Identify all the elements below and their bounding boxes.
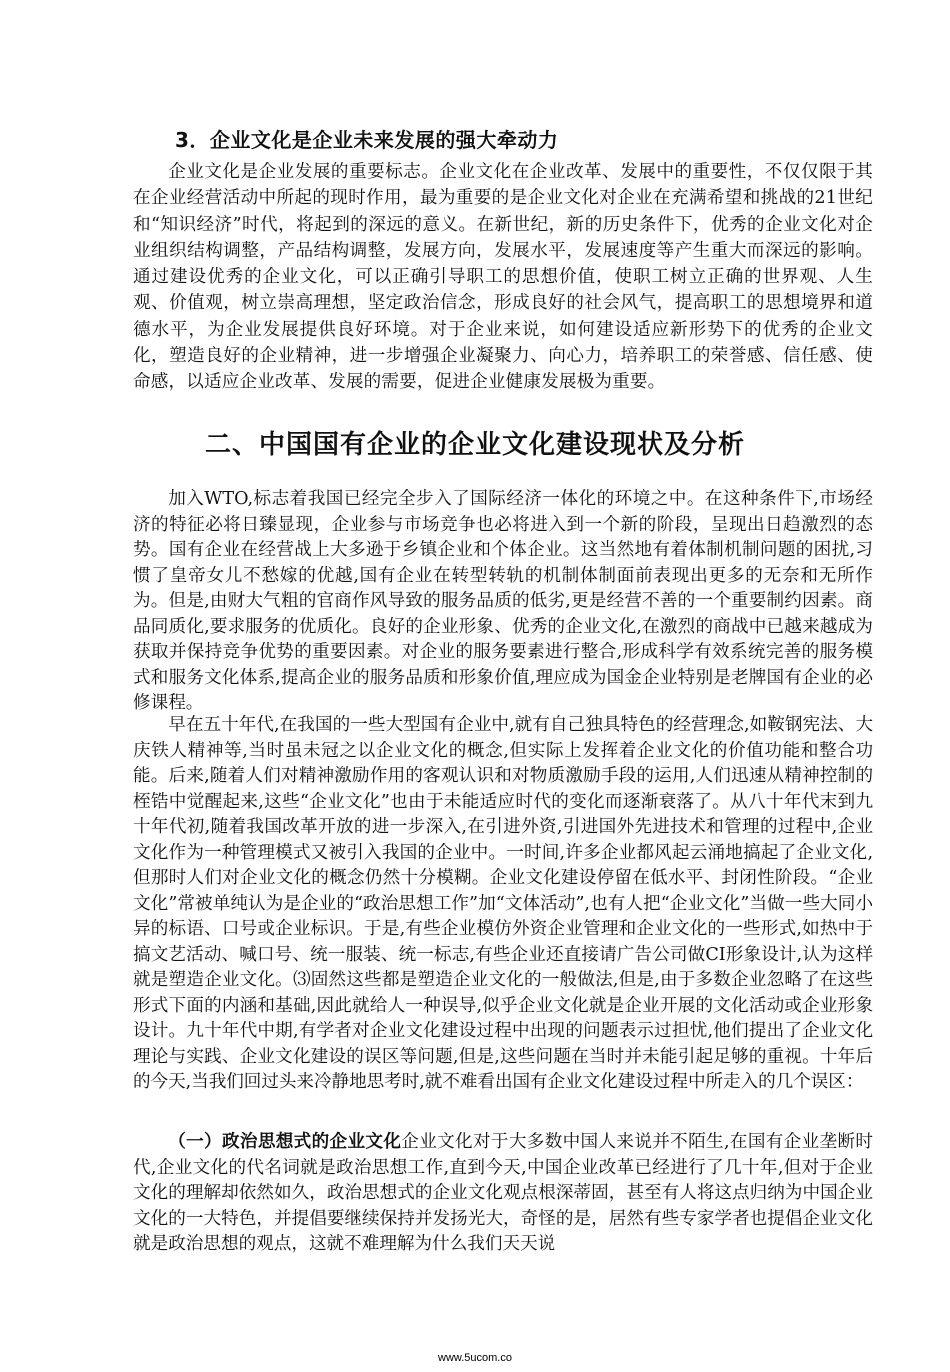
paragraph-3-text: 企业文化对于大多数中国人来说并不陌生,在国有企业垄断时代,企业文化的代名词就是政治思想工作,直到今天,中国企业改革已经进行了几十年,但对于企业文化的理解却依然如久，政治思想式的企业文化观点根深蒂固，甚至有人将这点归纳为中国企业文化的一大特色，并提倡要继续保持并发扬光大，奇怪的是，居然有些专家学者也提倡企业文化就是政治思想的观点，这就不难理解为什么我们天天说 [133,1132,873,1254]
chapter-heading-2: 二、中国国有企业的企业文化建设现状及分析 [204,430,745,460]
section-2-paragraph-1: 加入WTO,标志着我国已经完全步入了国际经济一体化的环境之中。在这种条件下,市场经济的特征必将日臻显现，企业参与市场竞争也必将进入到一个新的阶段，呈现出日趋激烈的态势。国有企业在经营战上大多逊于乡镇企业和个体企业。这当然地有着体制机制问题的困扰,习惯了皇帝女儿不愁嫁的优越,国有企业在转型转轨的机制体制面前表现出更多的无奈和无所作为。但是,由财大气粗的官商作风导致的服务品质的低劣,更是经营不善的一个重要制约因素。商品同质化,要求服务的优质化。良好的企业形象、优秀的企业文化,在激烈的商战中已越来越成为获取并保持竞争优势的重要因素。对企业的服务要素进行整合,形成科学有效系统完善的服务模式和服务文化体系,提高企业的服务品质和形象价值,理应成为国金企业特别是老牌国有企业的必修课程。 [133,489,873,713]
section-2-paragraph-2: 早在五十年代,在我国的一些大型国有企业中,就有自己独具特色的经营理念,如鞍钢宪法、大庆铁人精神等,当时虽未冠之以企业文化的概念,但实际上发挥着企业文化的价值功能和整合功能。后来,随着人们对精神激励作用的客观认识和对物质激励手段的运用,人们迅速从精神控制的桎锆中觉醒起来,这些“企业文化”也由于未能适应时代的变化而逐渐衰落了。从八十年代末到九十年代初,随着我国改革开放的进一步深入,在引进外资,引进国外先进技术和管理的过程中,企业文化作为一种管理模式又被引入我国的企业中。一时间,许多企业都风起云涌地搞起了企业文化,但那时人们对企业文化的概念仍然十分模糊。企业文化建设停留在低水平、封闭性阶段。“企业文化”常被单纯认为是企业的“政治思想工作”加“文体活动”,也有人把“企业文化”当做一些大同小异的标语、口号或企业标识。于是,有些企业模仿外资企业管理和企业文化的一些形式,如热中于搞文艺活动、喊口号、统一服装、统一标志,有些企业还直接请广告公司做CI形象设计,认为这样就是塑造企业文化。⑶固然这些都是塑造企业文化的一般做法,但是,由于多数企业忽略了在这些形式下面的内涵和基础,因此就给人一种误导,似乎企业文化就是企业开展的文化活动或企业形象设计。九十年代中期,有学者对企业文化建设过程中出现的问题表示过担忧,他们提出了企业文化理论与实践、企业文化建设的误区等问题,但是,这些问题在当时并未能引起足够的重视。十年后的今天,当我们回过头来冷静地思考时,就不难看出国有企业文化建设过程中所走入的几个误区： [133,715,873,1092]
section-heading-3: 3．企业文化是企业未来发展的强大牵动力 [175,128,559,152]
sub-heading-political: （一）政治思想式的企业文化 [168,1132,402,1152]
section-3-paragraph: 企业文化是企业发展的重要标志。企业文化在企业改革、发展中的重要性，不仅仅限于其在企业经营活动中所起的现时作用，最为重要的是企业文化对企业在充满希望和挑战的21世纪和“知识经济”时代，将起到的深远的意义。在新世纪，新的历史条件下，优秀的企业文化对企业组织结构调整，产品结构调整，发展方向，发展水平，发展速度等产生重大而深远的影响。通过建设优秀的企业文化，可以正确引导职工的思想价值，使职工树立正确的世界观、人生观、价值观，树立崇高理想，坚定政治信念，形成良好的社会风气，提高职工的思想境界和道德水平，为企业发展提供良好环境。对于企业来说，如何建设适应新形势下的优秀的企业文化，塑造良好的企业精神，进一步增强企业凝聚力、向心力，培养职工的荣誉感、信任感、使命感，以适应企业改革、发展的需要，促进企业健康发展极为重要。 [133,162,873,393]
section-2-paragraph-3 [133,1130,873,1258]
footer-watermark[interactable]: www.5ucom.co [438,1352,512,1364]
